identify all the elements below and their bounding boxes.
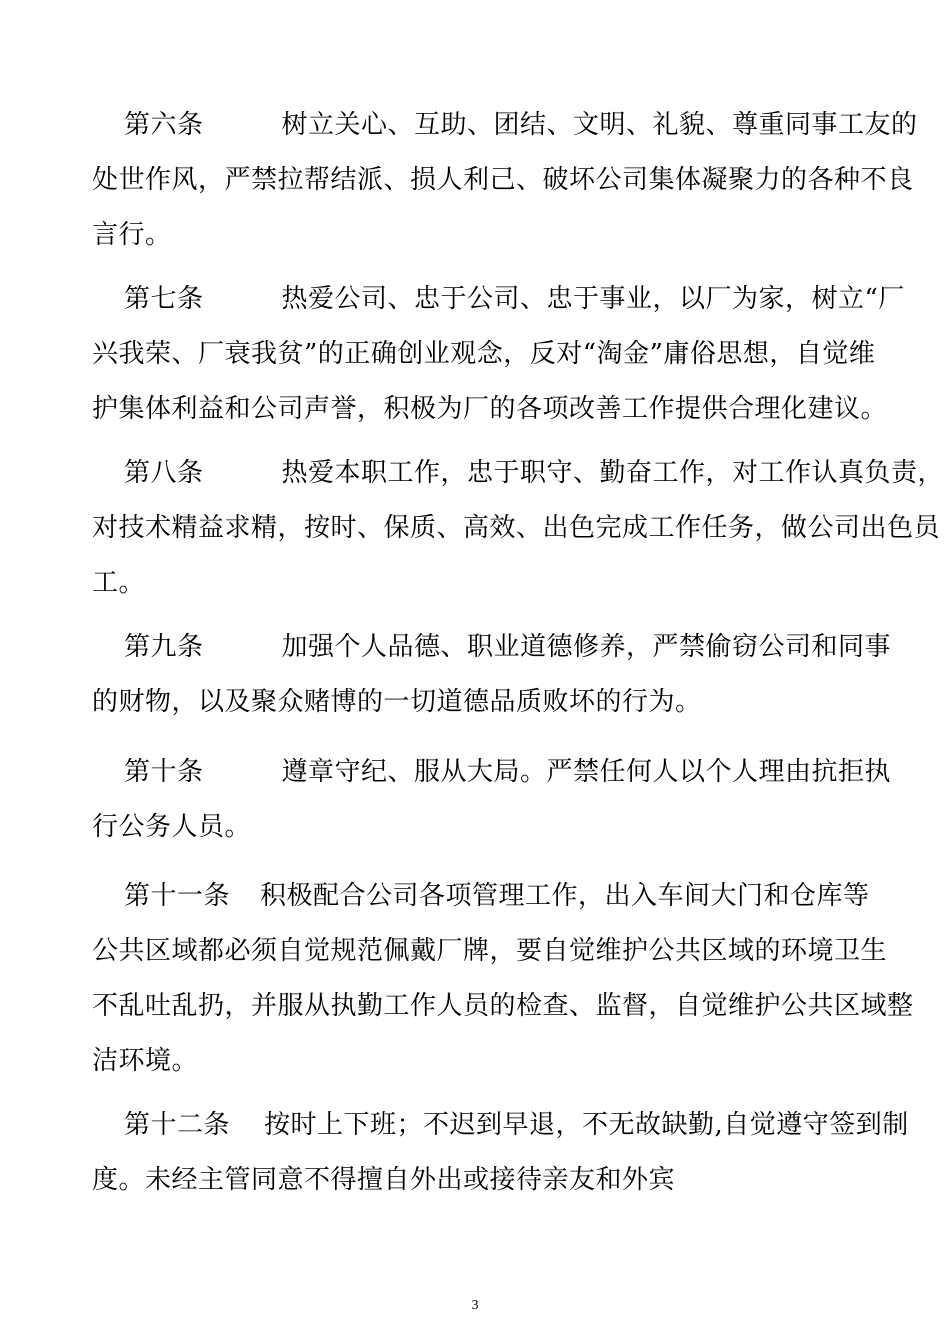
article-line [92,98,918,153]
article-line: 公共区域都必须自觉规范佩戴厂牌，要自觉维护公共区域的环境卫生 [92,936,888,966]
article-text: 热爱本职工作，忠于职守、勤奋工作，对工作认真负责， [281,458,945,488]
article-line: 对技术精益求精，按时、保质、高效、出色完成工作任务，做公司出色员 [92,513,941,543]
article-number: 第十条 [124,757,204,787]
article-line [92,745,892,800]
article-8 [92,446,945,611]
article-line: 处世作风，严禁拉帮结派、损人利己、破坏公司集体凝聚力的各种不良 [92,165,914,195]
article-number: 第八条 [124,458,204,488]
article-number: 第九条 [124,632,204,662]
article-line: 洁环境。 [92,1046,199,1076]
article-number: 第七条 [124,284,204,314]
article-line: 行公务人员。 [92,812,252,842]
article-line: 工。 [92,568,146,598]
article-9 [92,620,892,730]
article-number: 第六条 [124,110,204,140]
article-line [92,620,892,675]
article-12 [92,1098,909,1208]
article-line [92,869,870,924]
article-text: 遵章守纪、服从大局。严禁任何人以个人理由抗拒执 [281,757,892,787]
article-7 [92,272,905,437]
article-text: 积极配合公司各项管理工作，出入车间大门和仓库等 [260,881,870,911]
article-line: 不乱吐乱扔，并服从执勤工作人员的检查、监督，自觉维护公共区域整 [92,991,914,1021]
article-11 [92,869,914,1089]
article-line: 护集体利益和公司声誉，积极为厂的各项改善工作提供合理化建议。 [92,394,888,424]
article-text: 树立关心、互助、团结、文明、礼貌、尊重同事工友的 [281,110,918,140]
article-text: 热爱公司、忠于公司、忠于事业，以厂为家，树立“厂 [281,284,905,314]
article-line: 兴我荣、厂衰我贫”的正确创业观念，反对“淘金”庸俗思想，自觉维 [92,339,876,369]
article-10 [92,745,892,855]
article-text: 按时上下班；不迟到早退，不无故缺勤,自觉遵守签到制 [264,1110,909,1140]
article-line [92,446,945,501]
article-number: 第十一条 [124,881,231,911]
article-line: 度。未经主管同意不得擅自外出或接待亲友和外宾 [92,1165,676,1195]
article-line [92,272,905,327]
article-text: 加强个人品德、职业道德修养，严禁偷窃公司和同事 [281,632,892,662]
article-number: 第十二条 [124,1110,231,1140]
article-line: 的财物，以及聚众赌博的一切道德品质败坏的行为。 [92,687,702,717]
page-number: 3 [471,1298,479,1313]
article-line: 言行。 [92,220,172,250]
article-line [92,1098,909,1153]
article-6 [92,98,918,263]
